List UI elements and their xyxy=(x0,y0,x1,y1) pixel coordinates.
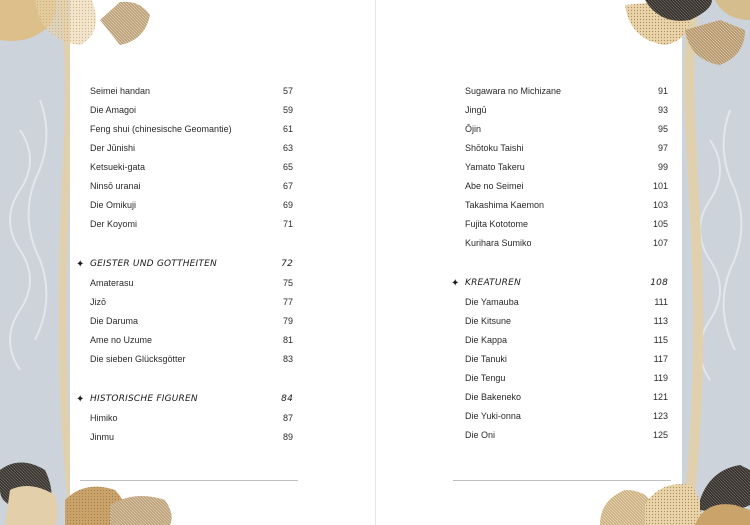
toc-left-column xyxy=(76,82,293,447)
toc-entry[interactable] xyxy=(465,293,668,312)
toc-entry-page: 117 xyxy=(653,354,668,364)
toc-entry-page: 113 xyxy=(653,316,668,326)
toc-entry-page: 87 xyxy=(282,413,293,423)
toc-entry-page: 63 xyxy=(282,143,293,153)
toc-entry-title: Die Yuki-onna xyxy=(465,411,521,421)
toc-entry-page: 59 xyxy=(282,105,293,115)
toc-entry-title: Die Oni xyxy=(465,430,496,440)
ginkgo-leaf-icon xyxy=(625,0,750,65)
toc-entry-page: 57 xyxy=(282,86,293,96)
toc-entry-title: Die Yamauba xyxy=(465,297,519,307)
toc-section-title: HISTORISCHE FIGUREN xyxy=(90,394,198,404)
toc-entry[interactable] xyxy=(90,139,293,158)
toc-entry[interactable] xyxy=(465,139,668,158)
ginkgo-leaf-icon xyxy=(0,0,150,45)
toc-entry-page: 105 xyxy=(652,219,668,229)
toc-section-page: 84 xyxy=(281,394,293,404)
toc-entry-page: 103 xyxy=(652,200,668,210)
toc-entry-page: 101 xyxy=(652,181,668,191)
toc-entry-page: 95 xyxy=(657,124,668,134)
toc-section-heading[interactable] xyxy=(76,255,293,274)
toc-section-title: KREATUREN xyxy=(465,278,521,288)
toc-entry-page: 121 xyxy=(652,392,668,402)
toc-entry-title: Jingū xyxy=(465,105,487,115)
toc-entry-page: 125 xyxy=(652,430,668,440)
toc-entry-page: 61 xyxy=(282,124,293,134)
toc-entry[interactable] xyxy=(465,120,668,139)
toc-entry-title: Die Amagoi xyxy=(90,105,137,115)
toc-entry-title: Seimei handan xyxy=(90,86,151,96)
toc-entry-page: 107 xyxy=(652,238,668,248)
toc-section-title: GEISTER UND GOTTHEITEN xyxy=(90,259,217,269)
toc-entry-page: 83 xyxy=(282,354,293,364)
toc-entry-title: Der Jūnishi xyxy=(90,143,136,153)
ginkgo-leaf-icon xyxy=(600,465,750,525)
toc-entry-title: Shōtoku Taishi xyxy=(465,143,524,153)
toc-entry[interactable] xyxy=(90,350,293,369)
toc-entry[interactable] xyxy=(90,120,293,139)
toc-entry[interactable] xyxy=(465,407,668,426)
toc-entry-page: 93 xyxy=(657,105,668,115)
toc-entry-title: Fujita Kototome xyxy=(465,219,529,229)
toc-entry-title: Sugawara no Michizane xyxy=(465,86,562,96)
toc-entry-title: Kurihara Sumiko xyxy=(465,238,532,248)
toc-entry[interactable] xyxy=(465,158,668,177)
toc-entry-page: 71 xyxy=(282,219,293,229)
toc-entry[interactable] xyxy=(90,274,293,293)
toc-entry-page: 77 xyxy=(282,297,293,307)
toc-entry-title: Abe no Seimei xyxy=(465,181,524,191)
toc-entry-title: Die Tanuki xyxy=(465,354,507,364)
toc-entry[interactable] xyxy=(465,196,668,215)
toc-entry[interactable] xyxy=(465,177,668,196)
toc-entry[interactable] xyxy=(90,82,293,101)
toc-entry-page: 67 xyxy=(282,181,293,191)
toc-entry-page: 99 xyxy=(657,162,668,172)
toc-entry[interactable] xyxy=(465,101,668,120)
toc-entry-page: 119 xyxy=(653,373,668,383)
toc-entry-page: 91 xyxy=(657,86,668,96)
toc-entry[interactable] xyxy=(90,409,293,428)
toc-section-heading[interactable] xyxy=(76,390,293,409)
toc-right-column xyxy=(451,82,668,445)
star-icon: ✦ xyxy=(451,278,460,289)
toc-entry-title: Ōjin xyxy=(465,124,482,134)
toc-entry-page: 115 xyxy=(653,335,668,345)
toc-entry-page: 65 xyxy=(282,162,293,172)
toc-entry-title: Die Kappa xyxy=(465,335,508,345)
toc-section-page: 108 xyxy=(650,278,668,288)
toc-entry-title: Die sieben Glücksgötter xyxy=(90,354,186,364)
toc-entry[interactable] xyxy=(90,293,293,312)
toc-entry-title: Feng shui (chinesische Geomantie) xyxy=(90,124,232,134)
toc-entry[interactable] xyxy=(465,426,668,445)
toc-entry-title: Die Daruma xyxy=(90,316,139,326)
toc-entry-title: Jinmu xyxy=(90,432,115,442)
toc-entry-page: 89 xyxy=(282,432,293,442)
toc-entry-page: 123 xyxy=(652,411,668,421)
toc-entry[interactable] xyxy=(465,350,668,369)
toc-entry-title: Yamato Takeru xyxy=(465,162,525,172)
toc-entry-title: Der Koyomi xyxy=(90,219,138,229)
toc-entry-title: Die Bakeneko xyxy=(465,392,522,402)
toc-entry-title: Ame no Uzume xyxy=(90,335,153,345)
toc-entry[interactable] xyxy=(90,215,293,234)
star-icon: ✦ xyxy=(76,259,85,270)
toc-entry[interactable] xyxy=(465,215,668,234)
footer-rule-left xyxy=(80,480,298,481)
toc-entry[interactable] xyxy=(465,388,668,407)
toc-entry[interactable] xyxy=(465,234,668,253)
toc-entry[interactable] xyxy=(465,312,668,331)
toc-entry[interactable] xyxy=(465,369,668,388)
toc-section-heading[interactable] xyxy=(451,274,668,293)
toc-entry[interactable] xyxy=(465,82,668,101)
ginkgo-leaf-icon xyxy=(0,463,172,525)
toc-entry-page: 75 xyxy=(282,278,293,288)
toc-entry-title: Himiko xyxy=(90,413,118,423)
toc-entry[interactable] xyxy=(90,177,293,196)
toc-entry[interactable] xyxy=(90,331,293,350)
toc-entry-title: Ketsueki-gata xyxy=(90,162,146,172)
toc-section-page: 72 xyxy=(281,259,293,269)
footer-rule-right xyxy=(453,480,671,481)
toc-entry-title: Amaterasu xyxy=(90,278,134,288)
toc-entry[interactable] xyxy=(465,331,668,350)
toc-entry-title: Die Tengu xyxy=(465,373,506,383)
toc-entry[interactable] xyxy=(90,428,293,447)
toc-entry[interactable] xyxy=(90,101,293,120)
toc-entry-page: 81 xyxy=(282,335,293,345)
toc-entry[interactable] xyxy=(90,312,293,331)
toc-entry-page: 79 xyxy=(282,316,293,326)
toc-entry-title: Jizō xyxy=(90,297,107,307)
toc-entry-page: 111 xyxy=(654,297,668,307)
toc-entry[interactable] xyxy=(90,196,293,215)
toc-entry-title: Die Omikuji xyxy=(90,200,137,210)
toc-entry-title: Ninsō uranai xyxy=(90,181,141,191)
toc-entry[interactable] xyxy=(90,158,293,177)
star-icon: ✦ xyxy=(76,394,85,405)
toc-entry-title: Die Kitsune xyxy=(465,316,512,326)
toc-entry-title: Takashima Kaemon xyxy=(465,200,545,210)
toc-entry-page: 97 xyxy=(657,143,668,153)
toc-entry-page: 69 xyxy=(282,200,293,210)
